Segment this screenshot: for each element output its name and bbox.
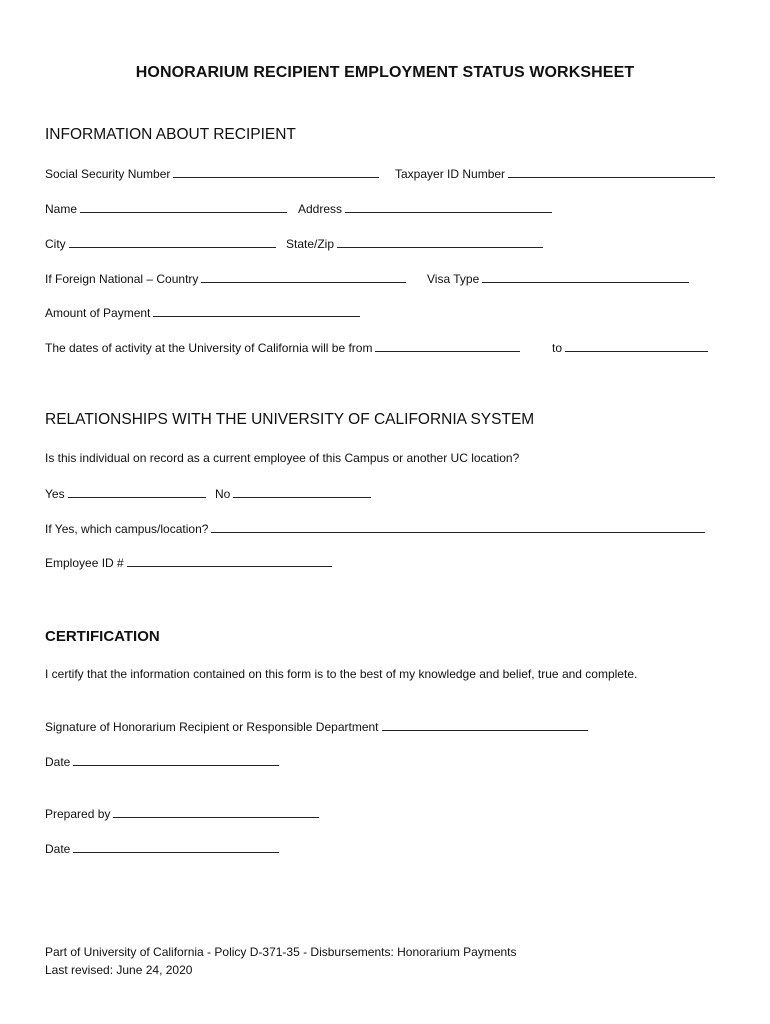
employee-question: Is this individual on record as a current employee of this Campus or another UC location? [45, 451, 520, 465]
city-field[interactable] [69, 236, 276, 248]
dates-to-row [552, 340, 708, 355]
date2-field[interactable] [73, 841, 279, 853]
yes-label: Yes [45, 487, 65, 501]
prepared-by-field[interactable] [113, 806, 319, 818]
ssn-row [45, 166, 379, 181]
city-label: City [45, 237, 66, 251]
date-to-field[interactable] [565, 340, 708, 352]
address-label: Address [298, 202, 343, 216]
no-field[interactable] [233, 486, 371, 498]
employee-id-label: Employee ID # [45, 556, 124, 570]
foreign-row [45, 271, 406, 286]
date1-label: Date [45, 755, 71, 769]
campus-location-field[interactable] [211, 521, 705, 533]
foreign-country-label: If Foreign National – Country [45, 272, 199, 286]
yes-row [45, 486, 206, 501]
page-title: HONORARIUM RECIPIENT EMPLOYMENT STATUS WORKSHEET [135, 64, 635, 81]
section-heading-recipient-info: INFORMATION ABOUT RECIPIENT [45, 126, 296, 143]
no-row [215, 486, 371, 501]
no-label: No [215, 487, 231, 501]
footer-policy: Part of University of California - Policy D-371-35 - Disbursements: Honorarium Payments [45, 945, 517, 959]
visa-row [427, 271, 689, 286]
section-heading-relationships: RELATIONSHIPS WITH THE UNIVERSITY OF CALIFORNIA SYSTEM [45, 411, 535, 428]
visa-type-label: Visa Type [427, 272, 480, 286]
certification-statement: I certify that the information contained on this form is to the best of my knowledge and belief, true and complete. [45, 667, 638, 681]
yes-field[interactable] [68, 486, 206, 498]
amount-row [45, 305, 360, 320]
statezip-row [286, 236, 543, 251]
statezip-field[interactable] [337, 236, 543, 248]
taxpayer-row [395, 166, 715, 181]
date1-row [45, 754, 279, 769]
taxpayer-label: Taxpayer ID Number [395, 167, 506, 181]
signature-field[interactable] [382, 719, 588, 731]
date2-row [45, 841, 279, 856]
campus-label: If Yes, which campus/location? [45, 522, 209, 536]
signature-row [45, 719, 588, 734]
city-row [45, 236, 276, 251]
prepared-by-label: Prepared by [45, 807, 111, 821]
name-label: Name [45, 202, 78, 216]
section-heading-certification: CERTIFICATION [45, 628, 160, 645]
ssn-label: Social Security Number [45, 167, 171, 181]
foreign-country-field[interactable] [201, 271, 406, 283]
to-label: to [552, 341, 563, 355]
dates-label: The dates of activity at the University of California will be from [45, 341, 373, 355]
visa-type-field[interactable] [482, 271, 689, 283]
name-row [45, 201, 287, 216]
prepared-row [45, 806, 319, 821]
date-from-field[interactable] [375, 340, 520, 352]
address-row [298, 201, 552, 216]
dates-row [45, 340, 520, 355]
ssn-field[interactable] [173, 166, 379, 178]
employee-id-field[interactable] [127, 555, 332, 567]
amount-field[interactable] [153, 305, 360, 317]
campus-row [45, 521, 705, 536]
taxpayer-id-field[interactable] [508, 166, 715, 178]
date1-field[interactable] [73, 754, 279, 766]
date2-label: Date [45, 842, 71, 856]
address-field[interactable] [345, 201, 552, 213]
signature-label: Signature of Honorarium Recipient or Responsible Department [45, 720, 379, 734]
footer-revised: Last revised: June 24, 2020 [45, 963, 193, 977]
name-field[interactable] [80, 201, 287, 213]
employee-id-row [45, 555, 332, 570]
footer [45, 943, 517, 979]
amount-label: Amount of Payment [45, 306, 151, 320]
statezip-label: State/Zip [286, 237, 335, 251]
